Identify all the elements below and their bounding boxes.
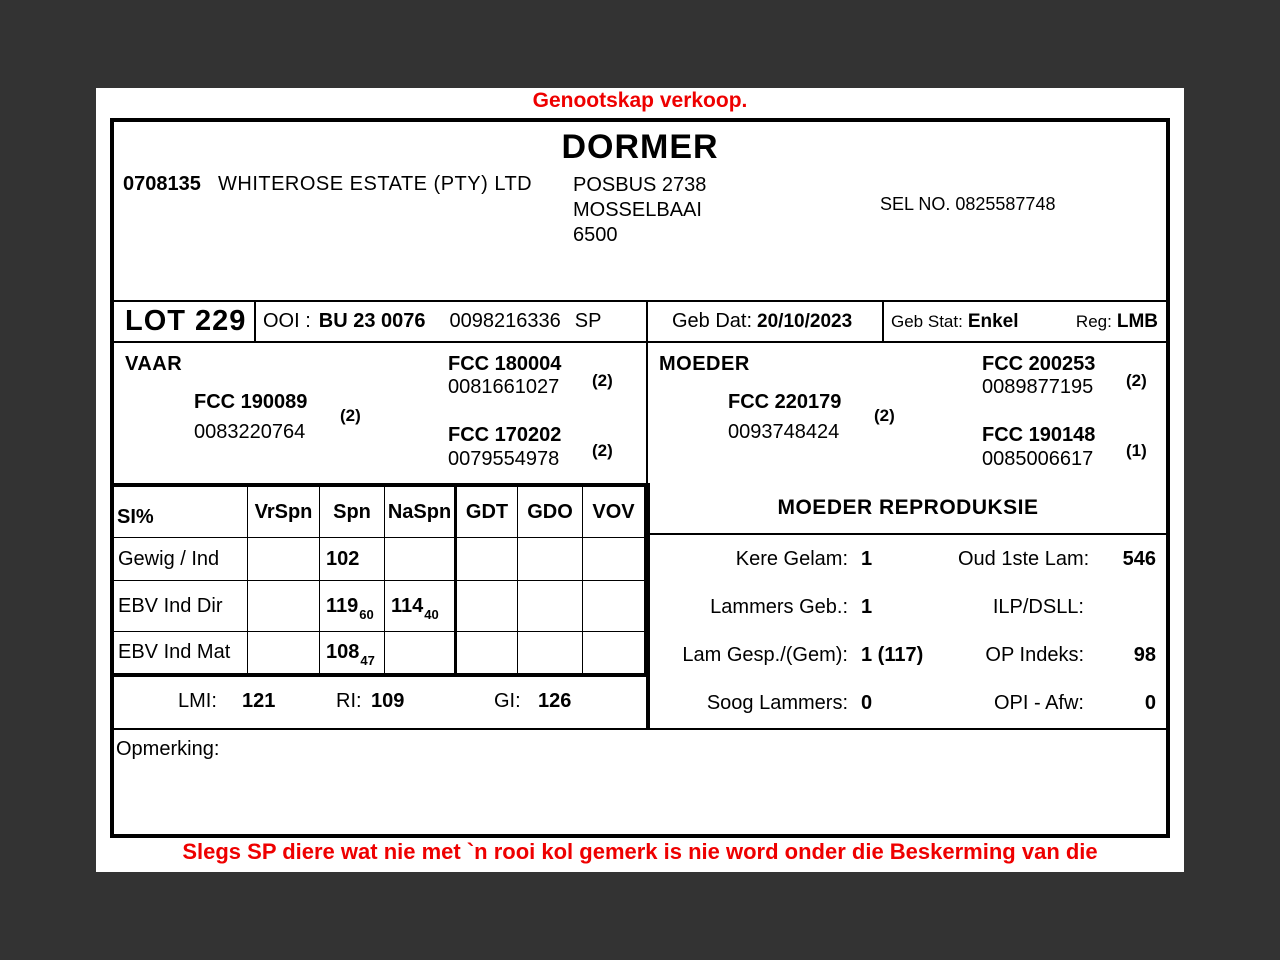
table-cell: 119 60 <box>320 581 385 632</box>
dam-gp1-flag: (2) <box>1126 371 1147 390</box>
col-header-gdt: GDT <box>457 487 518 538</box>
address-line: MOSSELBAAI <box>573 199 702 221</box>
dam-gp2-flag: (1) <box>1126 441 1147 460</box>
birth-date-value: 20/10/2023 <box>757 310 853 332</box>
animal-id-cell <box>256 302 648 341</box>
pedigree-sire <box>114 343 648 483</box>
table-cell <box>583 632 644 673</box>
indexes-table <box>114 483 648 677</box>
lot-card <box>110 118 1170 838</box>
dam-gp2-reg: 0085006617 <box>982 448 1094 470</box>
lot-number: LOT 229 <box>114 302 256 341</box>
col-header-gdo: GDO <box>518 487 583 538</box>
row-label: Gewig / Ind <box>114 538 248 581</box>
table-cell <box>248 581 320 632</box>
birth-status-value: Enkel <box>967 310 1019 332</box>
sire-gp2-reg: 0079554978 <box>448 448 560 470</box>
address-line: POSBUS 2738 <box>573 174 707 196</box>
birth-status-cell <box>884 302 1166 341</box>
reg-pair <box>1076 311 1158 333</box>
dam-tag: FCC 220179 <box>728 391 842 413</box>
remarks-section <box>114 728 1166 834</box>
col-header-vrspn: VrSpn <box>248 487 320 538</box>
pedigree-dam <box>648 343 1166 483</box>
tag-number: BU 23 0076 <box>318 310 426 332</box>
table-cell <box>583 581 644 632</box>
dam-flag: (2) <box>874 406 895 425</box>
sire-gp1-reg: 0081661027 <box>448 376 560 398</box>
reproduction-row: Kere Gelam: 1 Oud 1ste Lam: 546 <box>735 547 1156 570</box>
birth-date-label: Geb Dat: <box>672 310 753 332</box>
dam-gp2-tag: FCC 190148 <box>982 424 1096 446</box>
summary-index-row <box>114 677 648 728</box>
table-cell <box>518 538 583 581</box>
sire-heading: VAAR <box>125 353 183 375</box>
sp-flag: SP <box>574 310 602 332</box>
table-cell <box>518 632 583 673</box>
sire-tag: FCC 190089 <box>194 391 308 413</box>
sire-gp2-tag: FCC 170202 <box>448 424 562 446</box>
reg-value: LMB <box>1116 310 1158 332</box>
sire-gp2-flag: (2) <box>592 441 613 460</box>
dam-reproduction-box <box>648 483 1166 728</box>
address-line: 6500 <box>573 224 618 246</box>
dam-gp1-tag: FCC 200253 <box>982 353 1096 375</box>
reproduction-row: Lammers Geb.: 1 ILP/DSLL: <box>710 595 1084 618</box>
gi-label: GI: <box>494 690 521 712</box>
lmi-value: 121 <box>242 690 276 712</box>
lot-row <box>114 300 1166 343</box>
remarks-label: Opmerking: <box>116 738 220 760</box>
birth-status-pair <box>891 311 1019 333</box>
member-number: 0708135 <box>123 173 201 195</box>
ri-label: RI: <box>336 690 362 712</box>
table-cell <box>518 581 583 632</box>
sire-flag: (2) <box>340 406 361 425</box>
table-cell <box>248 632 320 673</box>
gi-value: 126 <box>538 690 572 712</box>
table-cell <box>457 632 518 673</box>
postal-address <box>573 173 706 248</box>
lmi-label: LMI: <box>178 690 217 712</box>
col-header-naspn: NaSpn <box>385 487 457 538</box>
bottom-notice: Slegs SP diere wat nie met `n rooi kol gemerk is nie word onder die Beskerming van die <box>182 839 1098 864</box>
table-cell: 108 47 <box>320 632 385 673</box>
row-label: EBV Ind Mat <box>114 632 248 673</box>
birth-date-cell <box>648 302 884 341</box>
col-header-spn: Spn <box>320 487 385 538</box>
dam-reg: 0093748424 <box>728 421 840 443</box>
breed-title: DORMER <box>561 128 719 166</box>
table-cell <box>457 538 518 581</box>
reproduction-row: Lam Gesp./(Gem): 1 (117) OP Indeks: 98 <box>682 643 1156 666</box>
col-header-vov: VOV <box>583 487 644 538</box>
catalog-page <box>96 88 1184 872</box>
table-cell <box>385 632 457 673</box>
top-notice: Genootskap verkoop. <box>532 89 748 112</box>
registration-number: 0098216336 <box>449 310 561 332</box>
birth-status-label: Geb Stat: <box>891 311 963 331</box>
col-header-si: SI% <box>114 487 248 538</box>
table-cell: 102 <box>320 538 385 581</box>
table-cell: 114 40 <box>385 581 457 632</box>
table-cell <box>583 538 644 581</box>
table-cell <box>248 538 320 581</box>
sex-label: OOI : <box>263 310 311 332</box>
stud-name: WHITEROSE ESTATE (PTY) LTD <box>218 173 533 195</box>
row-label: EBV Ind Dir <box>114 581 248 632</box>
table-cell <box>385 538 457 581</box>
table-cell <box>457 581 518 632</box>
dam-gp1-reg: 0089877195 <box>982 376 1094 398</box>
sire-gp1-flag: (2) <box>592 371 613 390</box>
sire-reg: 0083220764 <box>194 421 306 443</box>
cell-number: SEL NO. 0825587748 <box>880 194 1056 214</box>
sire-gp1-tag: FCC 180004 <box>448 353 562 375</box>
reproduction-title: MOEDER REPRODUKSIE <box>650 483 1166 535</box>
reproduction-row: Soog Lammers: 0 OPI - Afw: 0 <box>706 691 1156 714</box>
reg-label: Reg: <box>1075 311 1112 331</box>
dam-heading: MOEDER <box>659 353 750 375</box>
ri-value: 109 <box>371 690 405 712</box>
